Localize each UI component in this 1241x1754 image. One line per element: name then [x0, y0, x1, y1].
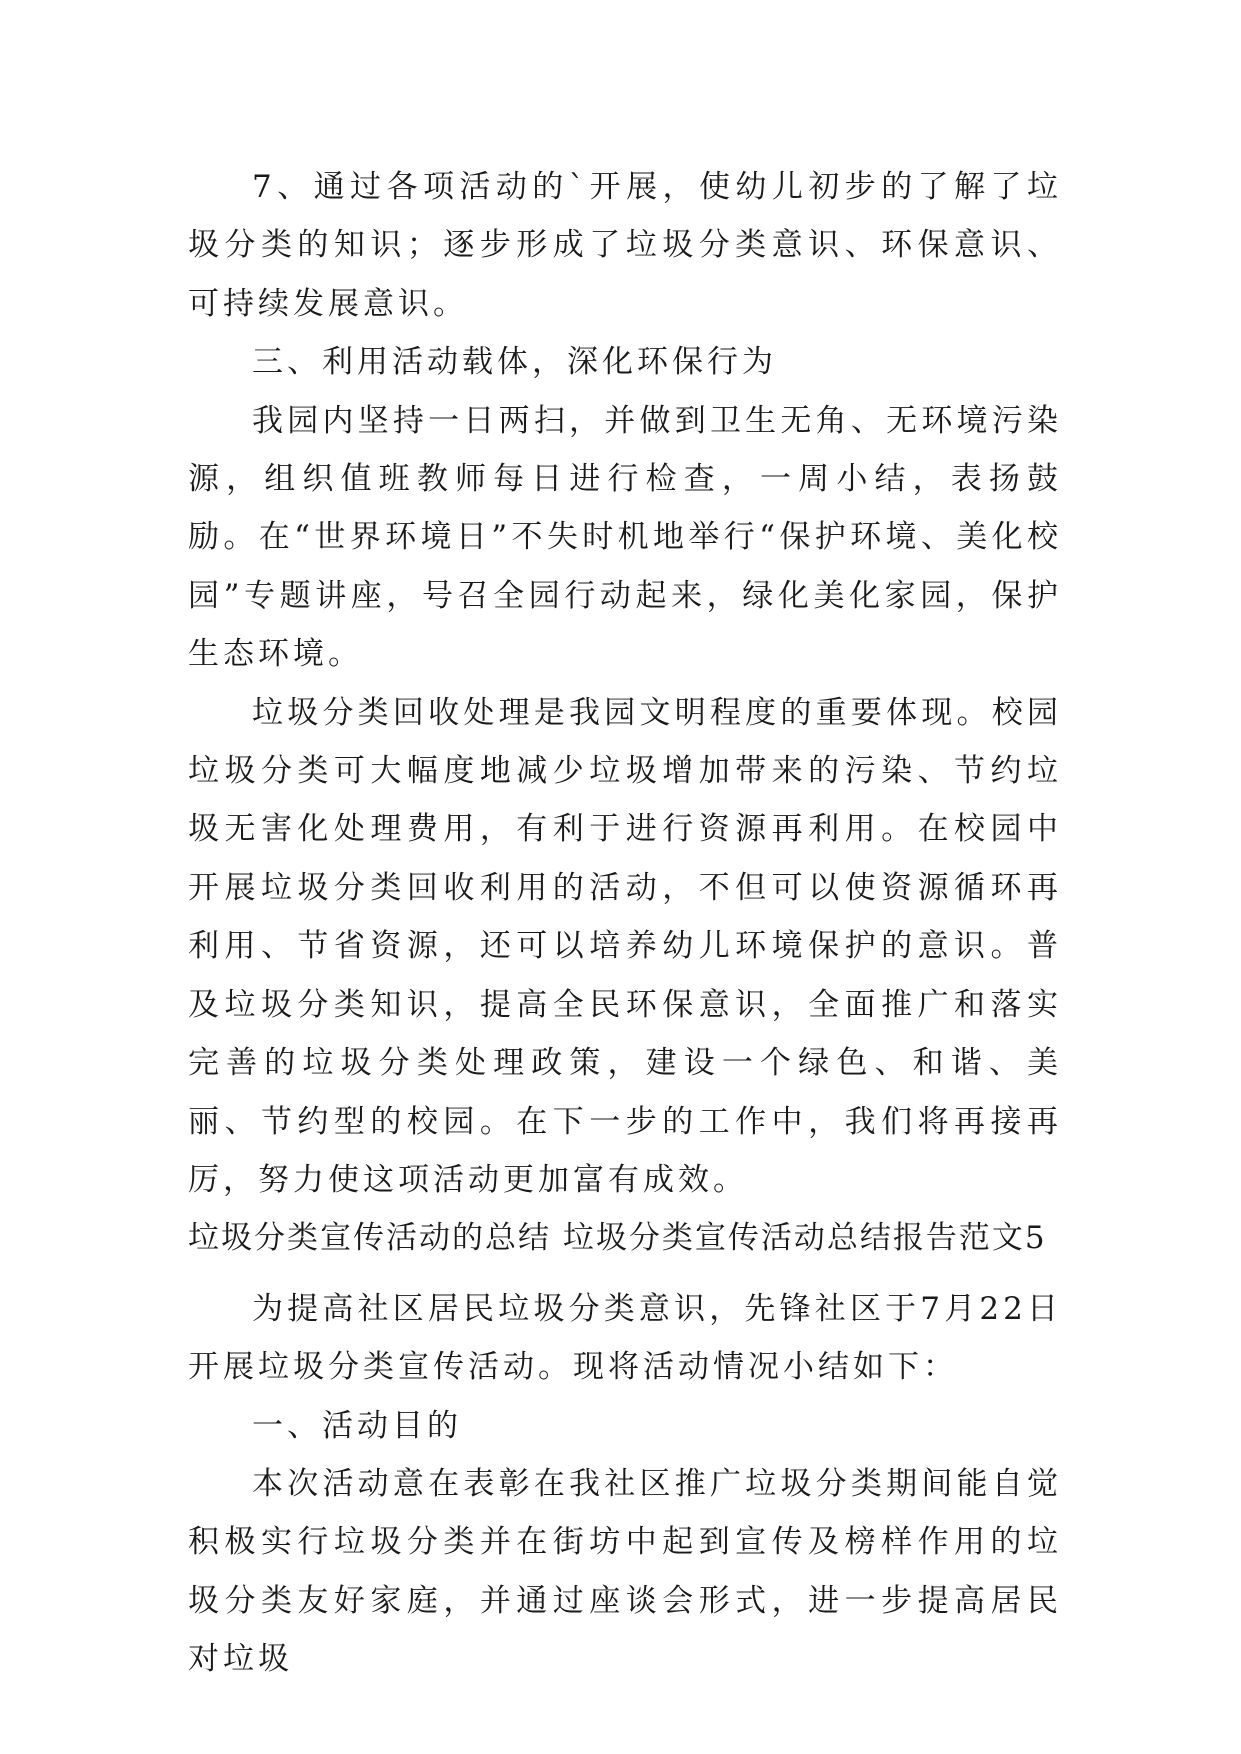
section-title: 垃圾分类宣传活动的总结 垃圾分类宣传活动总结报告范文5: [188, 1220, 1047, 1257]
paragraph-recycling: 垃圾分类回收处理是我园文明程度的重要体现。校园垃圾分类可大幅度地减少垃圾增加带来的污染、节约垃圾无害化处理费用，有利于进行资源再利用。在校园中开展垃圾分类回收利用的活动，不但可以使资源循环再利用、节省资源，还可以培养幼儿环境保护的意识。普及垃圾分类知识，提高全民环保意识，全面推广和落实完善的垃圾分类处理政策，建设一个绿色、和谐、美丽、节约型的校园。在下一步的工作中，我们将再接再厉，努力使这项活动更加富有成效。: [188, 694, 1062, 1198]
paragraph-purpose: 本次活动意在表彰在我社区推广垃圾分类期间能自觉积极实行垃圾分类并在街坊中起到宣传及榜样作用的垃圾分类友好家庭，并通过座谈会形式，进一步提高居民对垃圾: [188, 1465, 1062, 1678]
heading-activity-purpose: 一、活动目的: [252, 1407, 462, 1444]
spacer: [188, 1268, 1062, 1280]
paragraph-point-7: 7、通过各项活动的`开展，使幼儿初步的了解了垃圾分类的知识；逐步形成了垃圾分类意识、环保意识、可持续发展意识。: [188, 169, 1062, 322]
paragraph-daily-cleaning: 我园内坚持一日两扫，并做到卫生无角、无环境污染源，组织值班教师每日进行检查，一周小结，表扬鼓励。在“世界环境日”不失时机地举行“保护环境、美化校园”专题讲座，号召全园行动起来，绿化美化家园，保护生态环境。: [188, 402, 1062, 673]
paragraph-intro: 为提高社区居民垃圾分类意识，先锋社区于7月22日开展垃圾分类宣传活动。现将活动情况小结如下：: [188, 1290, 1062, 1386]
heading-section-3: 三、利用活动载体，深化环保行为: [252, 344, 777, 381]
document-body: [188, 158, 1062, 1689]
